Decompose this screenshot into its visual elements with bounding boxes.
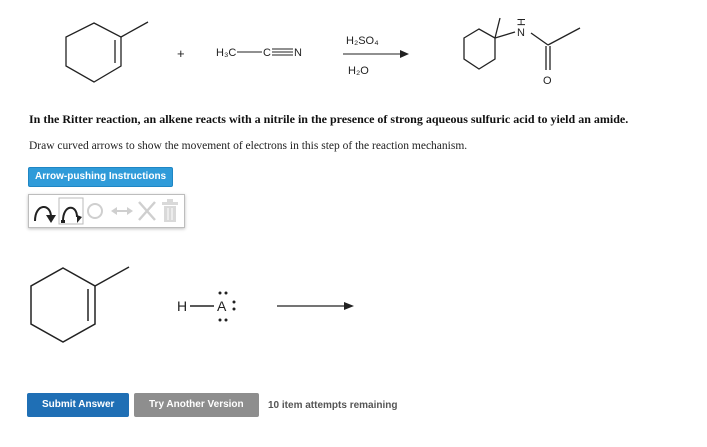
nitrile-n-label: N xyxy=(294,47,302,59)
reaction-scheme xyxy=(0,0,707,100)
mechanism-h-label: H xyxy=(177,298,188,314)
arrow-toolbar xyxy=(28,194,185,228)
delete-x-icon[interactable] xyxy=(136,197,158,225)
methylcyclohexene-structure xyxy=(66,22,148,82)
resonance-arrow-icon[interactable] xyxy=(109,197,135,225)
plus-sign: + xyxy=(177,46,185,61)
reagent-sulfuric-acid: H₂SO₄ xyxy=(346,35,379,47)
amide-n-label: N xyxy=(517,27,525,39)
submit-answer-button[interactable]: Submit Answer xyxy=(27,393,129,417)
attempts-remaining: 10 item attempts remaining xyxy=(268,400,398,411)
reagent-water: H₂O xyxy=(348,65,369,77)
double-headed-curved-arrow-icon[interactable] xyxy=(31,197,57,225)
try-another-version-button[interactable]: Try Another Version xyxy=(134,393,259,417)
svg-text:C: C xyxy=(263,47,271,59)
mechanism-a-label: A xyxy=(217,298,227,314)
reaction-description: In the Ritter reaction, an alkene reacts with a nitrile in the presence of strong aqueous sulfuric acid to yield an amide. xyxy=(29,112,629,126)
arrow-pushing-instructions-button[interactable]: Arrow-pushing Instructions xyxy=(28,167,173,187)
trash-icon[interactable] xyxy=(160,197,180,225)
question-instruction: Draw curved arrows to show the movement of electrons in this step of the reaction mechanism. xyxy=(29,140,468,152)
single-headed-curved-arrow-icon[interactable] xyxy=(58,197,84,225)
lasso-select-icon[interactable] xyxy=(85,197,107,225)
amide-h-label: H xyxy=(516,18,528,26)
nitrile-ch3-label: H₃C xyxy=(216,47,237,59)
mechanism-canvas[interactable] xyxy=(0,250,707,370)
mechanism-alkene-structure xyxy=(31,267,129,342)
amide-o-label: O xyxy=(543,75,552,87)
